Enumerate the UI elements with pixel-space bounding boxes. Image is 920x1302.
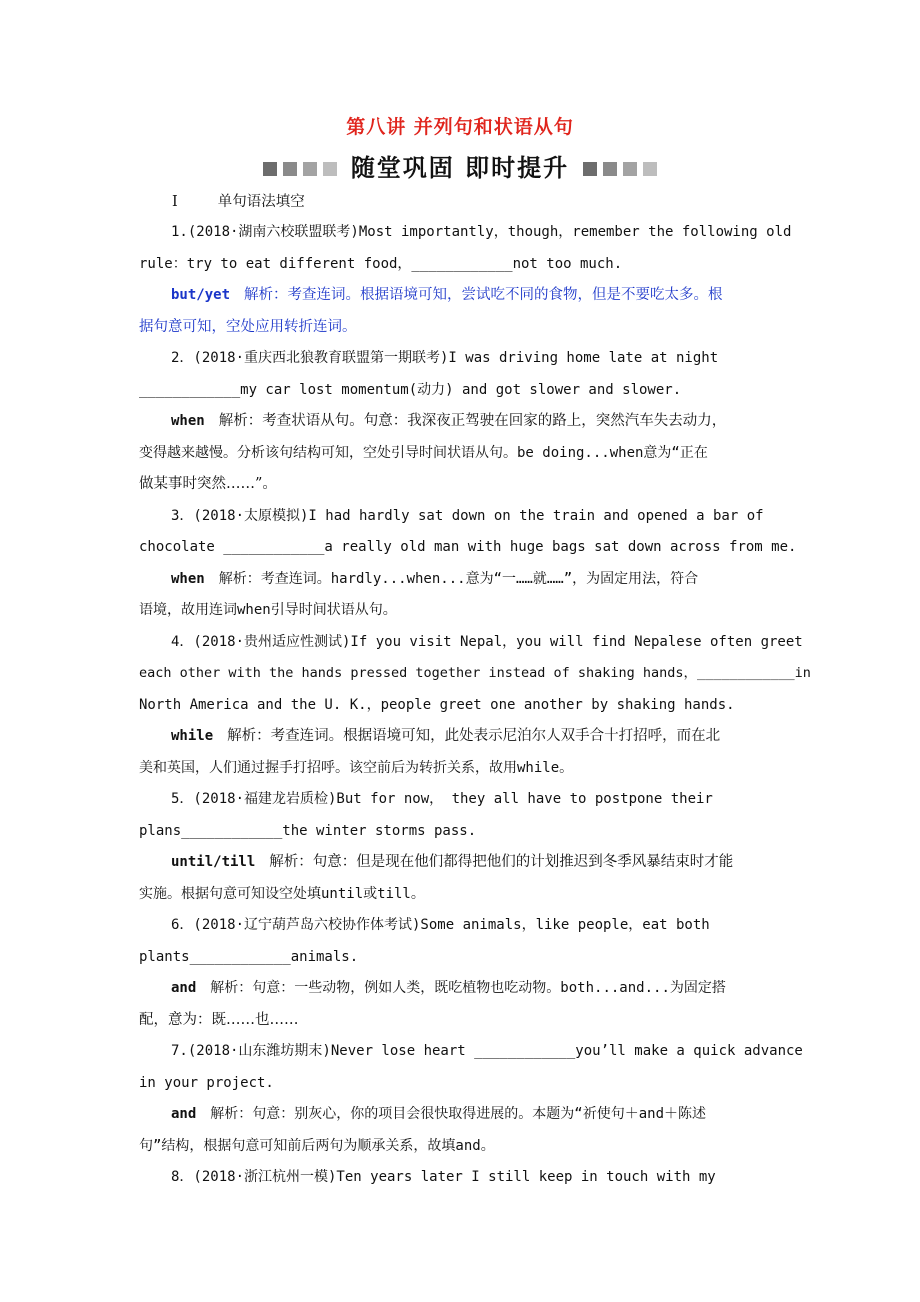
text-line [139, 662, 819, 684]
banner-square-icon [263, 162, 277, 176]
explanation-text: 解析：考查状语从句。句意：我深夜正驾驶在回家的路上，突然汽车失去动力， [218, 413, 727, 429]
text-line [139, 316, 819, 338]
explanation-text: 解析：句意：但是现在他们都得把他们的计划推迟到冬季风暴结束时才能 [269, 854, 734, 870]
text-line [139, 1135, 819, 1157]
banner-square-icon [283, 162, 297, 176]
answer-line [171, 410, 819, 432]
banner-text: 随堂巩固 即时提升 [350, 154, 570, 182]
text-line [139, 820, 819, 842]
banner-square-icon [623, 162, 637, 176]
line-text: chocolate ____________a really old man with huge bags sat down across from me. [139, 539, 797, 555]
answer-key: and [171, 980, 197, 996]
text-line [171, 788, 819, 810]
text-line [139, 1009, 819, 1031]
line-text: in your project. [139, 1075, 274, 1091]
answer-line [171, 725, 819, 747]
line-text: plans____________the winter storms pass. [139, 823, 477, 839]
line-text: 3．(2018·太原模拟)I had hardly sat down on the train and opened a bar of [171, 508, 764, 524]
answer-key: and [171, 1106, 197, 1122]
line-text: 句”结构，根据句意可知前后两句为顺承关系，故填and。 [139, 1138, 495, 1154]
line-text: 做某事时突然……”。 [139, 476, 277, 492]
banner-square-icon [583, 162, 597, 176]
line-text: rule：try to eat different food，____________not too much. [139, 256, 623, 272]
answer-key: until/till [171, 854, 256, 870]
answer-key: when [171, 413, 205, 429]
answer-line [171, 1103, 819, 1125]
line-text: 美和英国，人们通过握手打招呼。该空前后为转折关系，故用while。 [139, 760, 574, 776]
text-line [139, 1072, 819, 1094]
line-text: North America and the U. K.，people greet one another by shaking hands. [139, 697, 735, 713]
answer-key: when [171, 571, 205, 587]
text-line [139, 379, 819, 401]
banner-square-icon [303, 162, 317, 176]
line-text: 2．(2018·重庆西北狼教育联盟第一期联考)I was driving home late at night [171, 350, 719, 366]
line-text: 5．(2018·福建龙岩质检)But for now， they all have to postpone their [171, 791, 713, 807]
explanation-text: 解析：句意：一些动物，例如人类，既吃植物也吃动物。both...and...为固定搭 [210, 980, 726, 996]
answer-key: but/yet [171, 287, 231, 303]
text-line [139, 536, 819, 558]
line-text: 实施。根据句意可知设空处填until或till。 [139, 886, 425, 902]
answer-key: while [171, 728, 214, 744]
text-line [171, 631, 819, 653]
banner-square-icon [603, 162, 617, 176]
line-text: 据句意可知，空处应用转折连词。 [139, 319, 357, 335]
text-line [139, 253, 819, 275]
answer-line [171, 568, 819, 590]
text-line [171, 1040, 819, 1062]
text-line [139, 883, 819, 905]
banner-square-icon [643, 162, 657, 176]
line-text: each other with the hands pressed together instead of shaking hands，____________in [139, 665, 811, 681]
section-label: 单句语法填空 [217, 194, 305, 210]
line-text: 6．(2018·辽宁葫芦岛六校协作体考试)Some animals，like people，eat both [171, 917, 710, 933]
section-banner [0, 148, 920, 183]
text-line [171, 221, 819, 243]
line-text: 配，意为：既……也…… [139, 1012, 299, 1028]
text-line [139, 473, 819, 495]
section-numeral: Ⅰ [172, 194, 178, 210]
banner-square-icon [323, 162, 337, 176]
line-text: 8．(2018·浙江杭州一模)Ten years later I still keep in touch with my [171, 1169, 716, 1185]
line-text: ____________my car lost momentum(动力) and got slower and slower. [139, 382, 682, 398]
explanation-text: 解析：考查连词。根据语境可知，此处表示尼泊尔人双手合十打招呼，而在北 [227, 728, 721, 744]
explanation-text: 解析：考查连词。根据语境可知，尝试吃不同的食物，但是不要吃太多。根 [244, 287, 723, 303]
text-line [139, 599, 819, 621]
line-text: 4．(2018·贵州适应性测试)If you visit Nepal，you will find Nepalese often greet [171, 634, 803, 650]
text-line [171, 505, 819, 527]
answer-line [171, 851, 819, 873]
explanation-text: 解析：句意：别灰心，你的项目会很快取得进展的。本题为“祈使句＋and＋陈述 [210, 1106, 707, 1122]
line-text: 7.(2018·山东潍坊期末)Never lose heart ____________you’ll make a quick advance [171, 1043, 803, 1059]
answer-line [171, 977, 819, 999]
answer-line [171, 284, 819, 306]
text-line [139, 442, 819, 464]
explanation-text: 解析：考查连词。hardly...when...意为“一……就……”，为固定用法，符合 [218, 571, 699, 587]
text-line [139, 757, 819, 779]
text-line [139, 946, 819, 968]
text-line [171, 914, 819, 936]
section-heading [172, 190, 305, 211]
text-line [139, 694, 819, 716]
line-text: 1.(2018·湖南六校联盟联考)Most importantly，though，remember the following old [171, 224, 792, 240]
line-text: 语境，故用连词when引导时间状语从句。 [139, 602, 397, 618]
line-text: 变得越来越慢。分析该句结构可知，空处引导时间状语从句。be doing...when意为“正在 [139, 445, 708, 461]
line-text: plants____________animals. [139, 949, 359, 965]
text-line [171, 347, 819, 369]
page-title: 第八讲 并列句和状语从句 [346, 116, 574, 138]
text-line [171, 1166, 819, 1188]
